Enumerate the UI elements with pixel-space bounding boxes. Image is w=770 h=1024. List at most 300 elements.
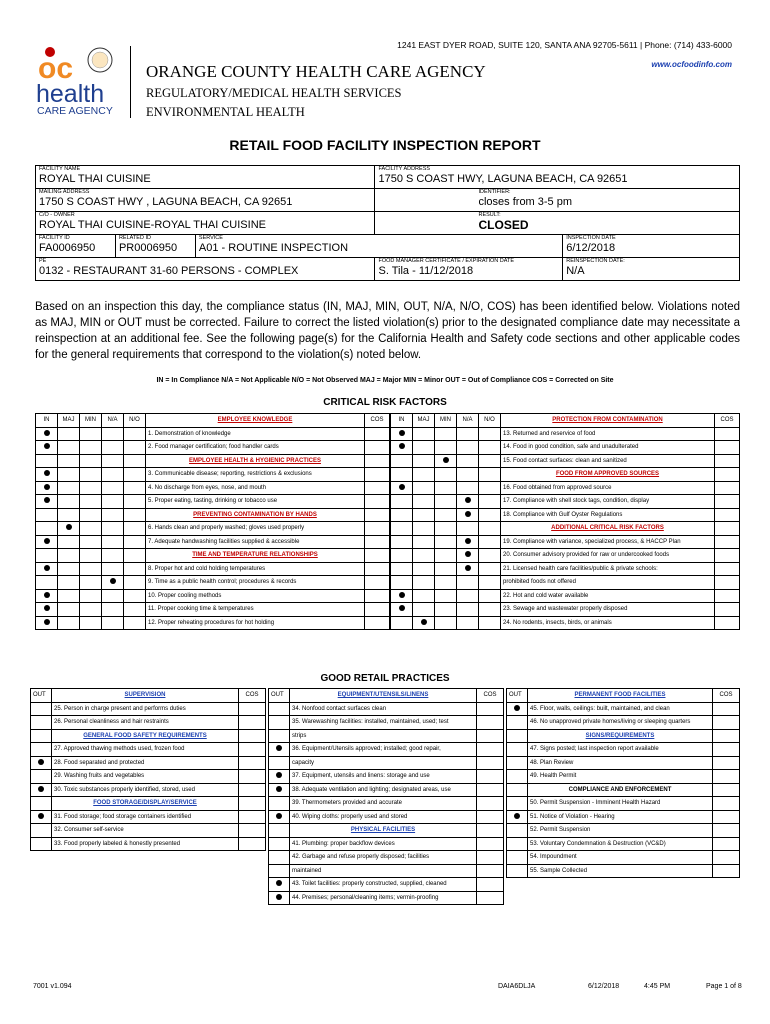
status-cell bbox=[479, 589, 501, 603]
related-id: PR0006950 bbox=[118, 242, 178, 254]
status-cell bbox=[479, 549, 501, 563]
category-row bbox=[269, 824, 504, 838]
cos-cell bbox=[477, 702, 504, 716]
out-cell bbox=[269, 851, 290, 865]
status-cell bbox=[124, 603, 146, 617]
cos-cell bbox=[239, 702, 266, 716]
critical-risk-title: CRITICAL RISK FACTORS bbox=[323, 397, 447, 408]
item-label: 50. Permit Suspension - Imminent Health Hazard bbox=[528, 797, 713, 811]
marked-dot-icon bbox=[44, 565, 50, 571]
critical-item-row bbox=[36, 481, 390, 495]
good-item-row bbox=[507, 743, 740, 757]
status-cell bbox=[80, 576, 102, 590]
critical-header-row bbox=[36, 414, 390, 428]
good-item-row bbox=[269, 797, 504, 811]
critical-item-row bbox=[391, 616, 740, 630]
status-cell bbox=[102, 522, 124, 536]
status-cell bbox=[435, 576, 457, 590]
facility-id-label: FACILITY ID bbox=[39, 235, 70, 241]
out-cell bbox=[507, 770, 528, 784]
status-cell bbox=[413, 508, 435, 522]
status-cell bbox=[435, 549, 457, 563]
empty-cell bbox=[124, 549, 146, 563]
status-cell bbox=[124, 522, 146, 536]
empty-cell bbox=[58, 508, 80, 522]
out-cell bbox=[507, 729, 528, 743]
category-row bbox=[36, 454, 390, 468]
out-cell bbox=[507, 824, 528, 838]
good-item-row bbox=[269, 770, 504, 784]
status-cell bbox=[80, 495, 102, 509]
identifier-label: IDENTIFIER: bbox=[478, 189, 511, 195]
cos-cell bbox=[715, 441, 740, 455]
good-item-row bbox=[269, 810, 504, 824]
category-header: TIME AND TEMPERATURE RELATIONSHIPS bbox=[146, 549, 365, 563]
status-cell bbox=[457, 562, 479, 576]
marked-dot-icon bbox=[399, 430, 405, 436]
critical-item-row bbox=[391, 589, 740, 603]
reinspection-date-label: REINSPECTION DATE: bbox=[566, 258, 625, 264]
item-label: prohibited foods not offered bbox=[501, 576, 715, 590]
reinspection-date: N/A bbox=[566, 265, 585, 277]
out-column-header: OUT bbox=[269, 689, 290, 703]
status-cell bbox=[58, 441, 80, 455]
item-label: 29. Washing fruits and vegetables bbox=[52, 770, 239, 784]
service: A01 - ROUTINE INSPECTION bbox=[198, 242, 349, 254]
good-item-row bbox=[269, 864, 504, 878]
category-header: PROTECTION FROM CONTAMINATION bbox=[501, 414, 715, 428]
marked-dot-icon bbox=[66, 524, 72, 530]
category-header: SUPERVISION bbox=[52, 689, 239, 703]
status-cell bbox=[36, 562, 58, 576]
item-label: 1. Demonstration of knowledge bbox=[146, 427, 365, 441]
status-cell bbox=[58, 589, 80, 603]
empty-cell bbox=[124, 508, 146, 522]
agency-name: ORANGE COUNTY HEALTH CARE AGENCY bbox=[146, 62, 486, 81]
cos-cell bbox=[365, 603, 390, 617]
empty-cell bbox=[80, 508, 102, 522]
cos-cell bbox=[713, 797, 740, 811]
good-retail-table-equipment bbox=[268, 688, 504, 905]
good-item-row bbox=[507, 756, 740, 770]
marked-dot-icon bbox=[399, 592, 405, 598]
critical-item-row bbox=[36, 603, 390, 617]
status-cell bbox=[36, 427, 58, 441]
item-label: 7. Adequate handwashing facilities supplied & accessible bbox=[146, 535, 365, 549]
category-row bbox=[31, 797, 266, 811]
critical-item-row bbox=[36, 535, 390, 549]
status-cell bbox=[391, 616, 413, 630]
cos-cell bbox=[239, 783, 266, 797]
good-item-row bbox=[31, 837, 266, 851]
marked-dot-icon bbox=[465, 538, 471, 544]
good-item-row bbox=[507, 851, 740, 865]
cos-cell bbox=[365, 589, 390, 603]
cos-cell bbox=[715, 616, 740, 630]
category-header: PHYSICAL FACILITIES bbox=[290, 824, 477, 838]
status-cell bbox=[58, 522, 80, 536]
category-header: PREVENTING CONTAMINATION BY HANDS bbox=[146, 508, 365, 522]
status-cell bbox=[435, 495, 457, 509]
status-cell bbox=[457, 549, 479, 563]
status-column-header: N/A bbox=[457, 414, 479, 428]
empty-cell bbox=[36, 549, 58, 563]
cos-cell bbox=[715, 427, 740, 441]
out-cell bbox=[269, 810, 290, 824]
cos-cell bbox=[715, 522, 740, 536]
status-cell bbox=[124, 441, 146, 455]
facility-address-label: FACILITY ADDRESS bbox=[378, 166, 431, 172]
item-label: 32. Consumer self-service bbox=[52, 824, 239, 838]
good-item-row bbox=[269, 783, 504, 797]
pe-label: PE bbox=[39, 258, 47, 264]
item-label: 48. Plan Review bbox=[528, 756, 713, 770]
footer-code: DAIA6DLJA bbox=[498, 983, 536, 990]
empty-cell bbox=[435, 468, 457, 482]
out-cell bbox=[269, 702, 290, 716]
status-cell bbox=[124, 468, 146, 482]
item-label: 21. Licensed health care facilities/public & private schools: bbox=[501, 562, 715, 576]
status-cell bbox=[413, 562, 435, 576]
good-item-row bbox=[269, 837, 504, 851]
good-item-row bbox=[31, 702, 266, 716]
empty-cell bbox=[457, 522, 479, 536]
category-header: FOOD STORAGE/DISPLAY/SERVICE bbox=[52, 797, 239, 811]
status-cell bbox=[479, 603, 501, 617]
cos-cell bbox=[365, 495, 390, 509]
status-column-header: N/O bbox=[479, 414, 501, 428]
item-label: 40. Wiping cloths: properly used and stored bbox=[290, 810, 477, 824]
svg-text:health: health bbox=[36, 80, 105, 108]
website-link[interactable]: www.ocfoodinfo.com bbox=[651, 60, 732, 69]
critical-item-row bbox=[391, 481, 740, 495]
status-cell bbox=[413, 616, 435, 630]
item-label: 44. Premises; personal/cleaning items; vermin-proofing bbox=[290, 891, 477, 905]
status-cell bbox=[102, 441, 124, 455]
status-cell bbox=[479, 441, 501, 455]
out-cell bbox=[507, 810, 528, 824]
cos-cell bbox=[713, 770, 740, 784]
related-id-label: RELATED ID bbox=[118, 235, 151, 241]
cos-cell bbox=[477, 810, 504, 824]
critical-header-row bbox=[391, 414, 740, 428]
cos-cell bbox=[239, 770, 266, 784]
good-header-row bbox=[507, 689, 740, 703]
status-cell bbox=[391, 508, 413, 522]
result: CLOSED bbox=[478, 218, 529, 232]
good-retail-title: GOOD RETAIL PRACTICES bbox=[320, 673, 450, 684]
status-column-header: MIN bbox=[435, 414, 457, 428]
result-label: RESULT: bbox=[478, 212, 501, 218]
food-manager-certificate-label: FOOD MANAGER CERTIFICATE / EXPIRATION DATE bbox=[378, 258, 515, 264]
good-item-row bbox=[507, 837, 740, 851]
status-cell bbox=[479, 481, 501, 495]
marked-dot-icon bbox=[514, 813, 520, 819]
cos-cell bbox=[239, 716, 266, 730]
marked-dot-icon bbox=[110, 578, 116, 584]
status-column-header: MAJ bbox=[413, 414, 435, 428]
status-column-header: N/A bbox=[102, 414, 124, 428]
cos-cell bbox=[713, 743, 740, 757]
item-label: 43. Toilet facilities: properly constructed, supplied, cleaned bbox=[290, 878, 477, 892]
report-title: RETAIL FOOD FACILITY INSPECTION REPORT bbox=[229, 137, 541, 153]
item-label: 34. Nonfood contact surfaces clean bbox=[290, 702, 477, 716]
good-retail-table-supervision bbox=[30, 688, 266, 851]
critical-item-row bbox=[36, 522, 390, 536]
out-cell bbox=[31, 770, 52, 784]
out-cell bbox=[31, 716, 52, 730]
cos-column-header: COS bbox=[477, 689, 504, 703]
item-label: 35. Warewashing facilities: installed, maintained, used; test bbox=[290, 716, 477, 730]
inspection-date: 6/12/2018 bbox=[566, 242, 616, 254]
empty-cell bbox=[80, 454, 102, 468]
item-label: 2. Food manager certification; food handler cards bbox=[146, 441, 365, 455]
cos-cell bbox=[713, 702, 740, 716]
cos-cell bbox=[239, 837, 266, 851]
marked-dot-icon bbox=[276, 772, 282, 778]
critical-item-row bbox=[36, 468, 390, 482]
item-label: 27. Approved thawing methods used, frozen food bbox=[52, 743, 239, 757]
item-label: 15. Food contact surfaces: clean and sanitized bbox=[501, 454, 715, 468]
status-cell bbox=[457, 616, 479, 630]
cos-cell bbox=[365, 616, 390, 630]
good-item-row bbox=[507, 702, 740, 716]
status-cell bbox=[391, 562, 413, 576]
empty-cell bbox=[479, 522, 501, 536]
status-cell bbox=[80, 589, 102, 603]
status-cell bbox=[80, 616, 102, 630]
status-cell bbox=[80, 603, 102, 617]
status-column-header: IN bbox=[36, 414, 58, 428]
marked-dot-icon bbox=[44, 605, 50, 611]
good-retail-table-facilities bbox=[506, 688, 740, 878]
status-cell bbox=[80, 535, 102, 549]
out-cell bbox=[31, 756, 52, 770]
status-cell bbox=[457, 427, 479, 441]
status-cell bbox=[391, 535, 413, 549]
item-label: 54. Impoundment bbox=[528, 851, 713, 865]
item-label: 5. Proper eating, tasting, drinking or tobacco use bbox=[146, 495, 365, 509]
status-cell bbox=[124, 589, 146, 603]
critical-item-row bbox=[391, 603, 740, 617]
cos-cell bbox=[477, 783, 504, 797]
inspection-date-label: INSPECTION DATE bbox=[566, 235, 616, 241]
good-header-row bbox=[31, 689, 266, 703]
status-cell bbox=[435, 535, 457, 549]
marked-dot-icon bbox=[44, 484, 50, 490]
item-label: 47. Signs posted; last inspection report available bbox=[528, 743, 713, 757]
critical-item-row bbox=[391, 427, 740, 441]
mailing-address: 1750 S COAST HWY , LAGUNA BEACH, CA 92651 bbox=[39, 196, 293, 208]
empty-cell bbox=[457, 468, 479, 482]
status-cell bbox=[58, 603, 80, 617]
footer-date: 6/12/2018 bbox=[588, 983, 620, 990]
item-label: 25. Person in charge present and performs duties bbox=[52, 702, 239, 716]
item-label: 41. Plumbing: proper backflow devices bbox=[290, 837, 477, 851]
cos-cell bbox=[713, 837, 740, 851]
marked-dot-icon bbox=[276, 894, 282, 900]
status-cell bbox=[435, 427, 457, 441]
marked-dot-icon bbox=[38, 813, 44, 819]
marked-dot-icon bbox=[44, 538, 50, 544]
marked-dot-icon bbox=[421, 619, 427, 625]
cos-cell bbox=[365, 562, 390, 576]
item-label: 53. Voluntary Condemnation & Destruction (VC&D) bbox=[528, 837, 713, 851]
status-cell bbox=[479, 535, 501, 549]
item-label: 45. Floor, walls, ceilings: built, maintained, and clean bbox=[528, 702, 713, 716]
status-cell bbox=[102, 603, 124, 617]
item-label: 31. Food storage; food storage containers identified bbox=[52, 810, 239, 824]
facility-info-table bbox=[35, 165, 740, 281]
critical-item-row bbox=[391, 549, 740, 563]
empty-cell bbox=[102, 508, 124, 522]
status-cell bbox=[435, 481, 457, 495]
item-label: 42. Garbage and refuse properly disposed; facilities bbox=[290, 851, 477, 865]
cos-cell bbox=[715, 481, 740, 495]
status-cell bbox=[435, 616, 457, 630]
critical-item-row bbox=[391, 576, 740, 590]
status-cell bbox=[36, 441, 58, 455]
cos-cell bbox=[715, 454, 740, 468]
cos-column-header: COS bbox=[239, 689, 266, 703]
out-column-header: OUT bbox=[31, 689, 52, 703]
empty-cell bbox=[36, 454, 58, 468]
item-label: 33. Food properly labeled & honestly presented bbox=[52, 837, 239, 851]
cos-cell bbox=[715, 589, 740, 603]
owner: ROYAL THAI CUISINE-ROYAL THAI CUISINE bbox=[39, 219, 266, 231]
empty-cell bbox=[102, 549, 124, 563]
good-item-row bbox=[269, 878, 504, 892]
category-row bbox=[391, 522, 740, 536]
category-header: EMPLOYEE HEALTH & HYGIENIC PRACTICES bbox=[146, 454, 365, 468]
facility-id: FA0006950 bbox=[39, 242, 96, 254]
status-cell bbox=[80, 441, 102, 455]
marked-dot-icon bbox=[44, 430, 50, 436]
out-cell bbox=[269, 783, 290, 797]
critical-item-row bbox=[36, 495, 390, 509]
marked-dot-icon bbox=[44, 443, 50, 449]
cos-cell bbox=[715, 549, 740, 563]
agency-division: REGULATORY/MEDICAL HEALTH SERVICES bbox=[146, 86, 402, 100]
category-row bbox=[36, 508, 390, 522]
status-column-header: IN bbox=[391, 414, 413, 428]
critical-risk-table-left bbox=[35, 413, 390, 630]
category-row bbox=[391, 468, 740, 482]
empty-cell bbox=[413, 468, 435, 482]
cos-cell bbox=[715, 562, 740, 576]
critical-item-row bbox=[391, 535, 740, 549]
out-cell bbox=[507, 716, 528, 730]
status-cell bbox=[36, 589, 58, 603]
status-cell bbox=[435, 562, 457, 576]
item-label: 11. Proper cooking time & temperatures bbox=[146, 603, 365, 617]
status-cell bbox=[391, 441, 413, 455]
status-cell bbox=[124, 535, 146, 549]
cos-cell bbox=[365, 522, 390, 536]
empty-cell bbox=[36, 508, 58, 522]
category-header: COMPLIANCE AND ENFORCEMENT bbox=[528, 783, 713, 797]
status-cell bbox=[36, 535, 58, 549]
out-cell bbox=[269, 891, 290, 905]
critical-item-row bbox=[36, 576, 390, 590]
category-row bbox=[31, 729, 266, 743]
good-item-row bbox=[31, 716, 266, 730]
status-cell bbox=[413, 495, 435, 509]
category-row bbox=[507, 783, 740, 797]
item-label: 37. Equipment, utensils and linens: storage and use bbox=[290, 770, 477, 784]
critical-risk-table-right bbox=[390, 413, 740, 630]
status-cell bbox=[58, 562, 80, 576]
cos-cell bbox=[713, 851, 740, 865]
status-cell bbox=[457, 508, 479, 522]
good-item-row bbox=[31, 743, 266, 757]
status-cell bbox=[102, 562, 124, 576]
status-cell bbox=[58, 468, 80, 482]
item-label: 9. Time as a public health control; procedures & records bbox=[146, 576, 365, 590]
item-label: 46. No unapproved private homes/living or sleeping quarters bbox=[528, 716, 713, 730]
status-cell bbox=[479, 508, 501, 522]
cos-cell bbox=[477, 756, 504, 770]
status-cell bbox=[124, 427, 146, 441]
item-label: 12. Proper reheating procedures for hot holding bbox=[146, 616, 365, 630]
good-item-row bbox=[507, 824, 740, 838]
marked-dot-icon bbox=[514, 705, 520, 711]
out-cell bbox=[507, 702, 528, 716]
cos-cell bbox=[239, 743, 266, 757]
cos-cell bbox=[477, 851, 504, 865]
out-cell bbox=[31, 702, 52, 716]
good-item-row bbox=[507, 810, 740, 824]
status-cell bbox=[413, 589, 435, 603]
cos-cell bbox=[239, 729, 266, 743]
item-label: strips bbox=[290, 729, 477, 743]
status-cell bbox=[413, 427, 435, 441]
item-label: maintained bbox=[290, 864, 477, 878]
status-cell bbox=[58, 576, 80, 590]
good-item-row bbox=[31, 783, 266, 797]
good-item-row bbox=[31, 810, 266, 824]
cos-cell bbox=[477, 716, 504, 730]
status-cell bbox=[124, 481, 146, 495]
status-cell bbox=[413, 576, 435, 590]
out-cell bbox=[269, 797, 290, 811]
marked-dot-icon bbox=[38, 786, 44, 792]
status-cell bbox=[413, 481, 435, 495]
marked-dot-icon bbox=[399, 605, 405, 611]
out-cell bbox=[31, 824, 52, 838]
facility-name-label: FACILITY NAME bbox=[39, 166, 81, 172]
status-cell bbox=[124, 562, 146, 576]
item-label: 36. Equipment/Utensils approved; installed; good repair, bbox=[290, 743, 477, 757]
out-cell bbox=[507, 851, 528, 865]
critical-item-row bbox=[36, 427, 390, 441]
cos-column-header: COS bbox=[365, 414, 390, 428]
status-cell bbox=[457, 441, 479, 455]
item-label: 14. Food in good condition, safe and unadulterated bbox=[501, 441, 715, 455]
marked-dot-icon bbox=[276, 880, 282, 886]
cos-cell bbox=[365, 468, 390, 482]
good-item-row bbox=[269, 729, 504, 743]
item-label: 3. Communicable disease; reporting, restrictions & exclusions bbox=[146, 468, 365, 482]
status-cell bbox=[479, 616, 501, 630]
status-cell bbox=[36, 616, 58, 630]
status-cell bbox=[80, 468, 102, 482]
cos-cell bbox=[713, 864, 740, 878]
critical-item-row bbox=[391, 441, 740, 455]
good-item-row bbox=[269, 716, 504, 730]
cos-cell bbox=[239, 824, 266, 838]
category-row bbox=[36, 549, 390, 563]
